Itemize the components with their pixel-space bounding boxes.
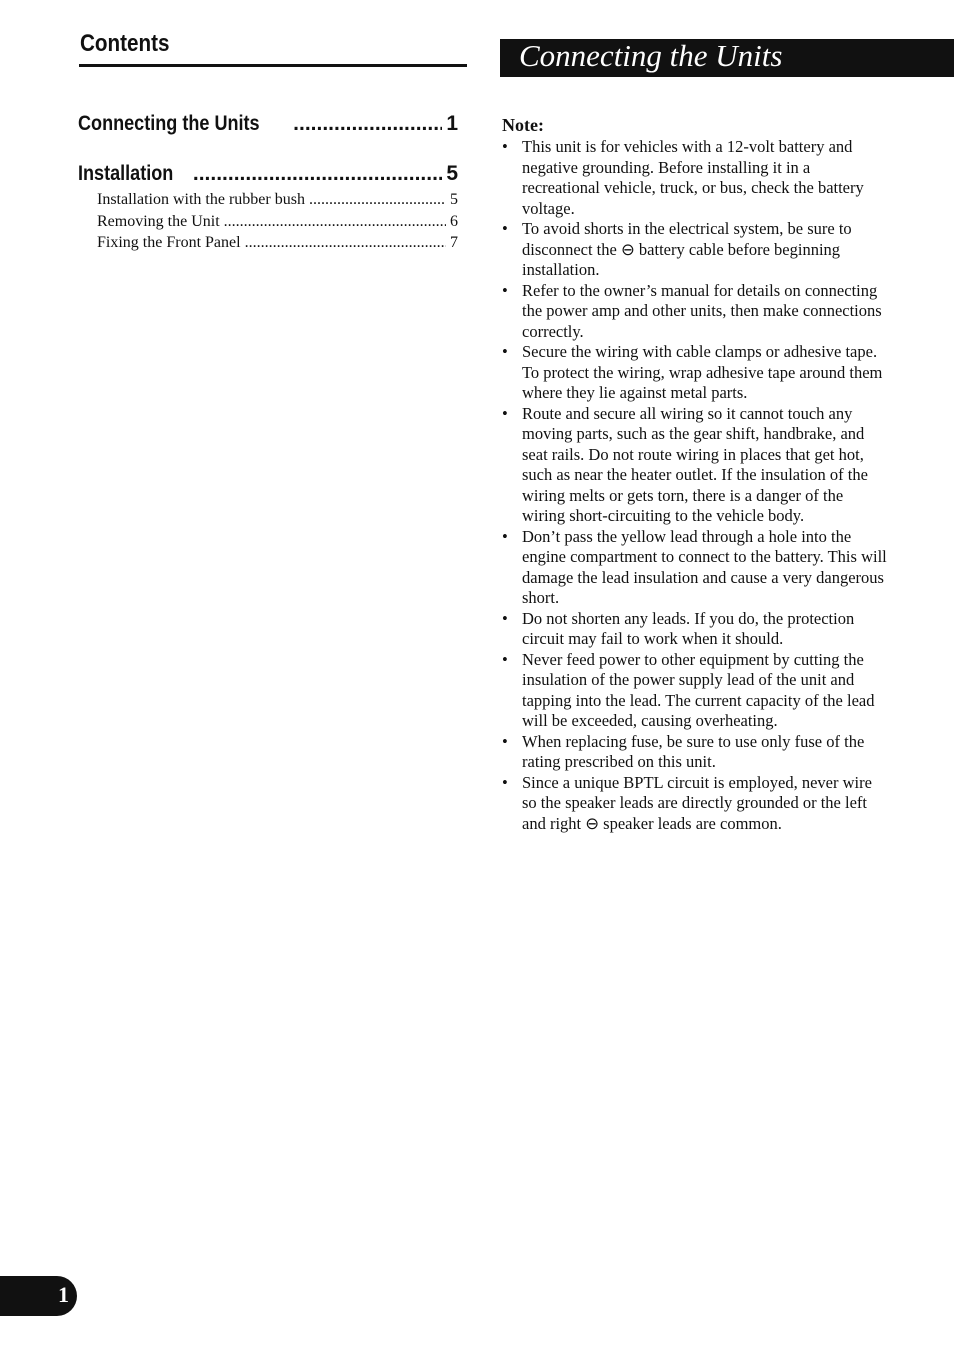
toc-subentry-label: Removing the Unit: [97, 213, 220, 230]
toc-leader-dots: [245, 234, 446, 252]
toc-entry-connecting-the-units[interactable]: [78, 112, 458, 136]
contents-divider: [79, 64, 467, 67]
note-item: • Route and secure all wiring so it cannot touch any moving parts, such as the gear shift, handbrake, and seat rails. Do not route wiring in places that get hot, such as near the heater outlet. If the insulation of the wiring melts or gets torn, there is a danger of the wiring short-circuiting to the vehicle body.: [502, 404, 890, 527]
note-heading: Note:: [502, 115, 544, 135]
note-item: • Do not shorten any leads. If you do, the protection circuit may fail to work when it should.: [502, 609, 890, 650]
note-item: • Never feed power to other equipment by cutting the insulation of the power supply lead of the unit and tapping into the lead. The current capacity of the lead will be exceeded, causing overheating.: [502, 650, 890, 732]
toc-entry-label: Connecting the Units: [78, 112, 260, 135]
note-item: • Don’t pass the yellow lead through a hole into the engine compartment to connect to the battery. This will damage the lead insulation and cause a very dangerous short.: [502, 527, 890, 609]
toc-subentry-label: Installation with the rubber bush: [97, 191, 305, 208]
toc-subentry-removing-unit[interactable]: [97, 213, 458, 231]
toc-leader-dots: [309, 191, 446, 209]
toc-subentry-label: Fixing the Front Panel: [97, 234, 241, 251]
toc-subentry-fixing-front-panel[interactable]: [97, 234, 458, 252]
page-number-tab: [0, 1276, 77, 1316]
toc-leader-dots: [193, 162, 442, 186]
note-item: • Refer to the owner’s manual for details on connecting the power amp and other units, then make connections correctly.: [502, 281, 890, 343]
page-number: 1: [58, 1282, 69, 1307]
note-item: • Since a unique BPTL circuit is employed, never wire so the speaker leads are directly grounded or the left and right ⊖ speaker leads are common.: [502, 773, 890, 835]
toc-subentry-rubber-bush[interactable]: [97, 191, 458, 209]
note-item: • Secure the wiring with cable clamps or adhesive tape. To protect the wiring, wrap adhesive tape around them where they lie against metal parts.: [502, 342, 890, 404]
section-banner: [500, 39, 954, 77]
toc-entry-label: Installation: [78, 162, 174, 185]
note-list: [502, 137, 890, 834]
note-item: • This unit is for vehicles with a 12-volt battery and negative grounding. Before installing it in a recreational vehicle, truck, or bus, check the battery voltage.: [502, 137, 890, 219]
note-item: • When replacing fuse, be sure to use only fuse of the rating prescribed on this unit.: [502, 732, 890, 773]
toc-leader-dots: [293, 112, 442, 136]
toc-subentry-page: 6: [450, 213, 458, 230]
note-item: • To avoid shorts in the electrical system, be sure to disconnect the ⊖ battery cable before beginning installation.: [502, 219, 890, 281]
toc-entry-page: 1: [446, 112, 458, 135]
toc-entry-page: 5: [446, 162, 458, 185]
toc-subentry-page: 5: [450, 191, 458, 208]
toc-subentry-page: 7: [450, 234, 458, 251]
contents-title: Contents: [80, 30, 170, 57]
toc-entry-installation[interactable]: [78, 162, 458, 186]
section-title: Connecting the Units: [519, 38, 783, 73]
toc-leader-dots: [224, 213, 446, 231]
